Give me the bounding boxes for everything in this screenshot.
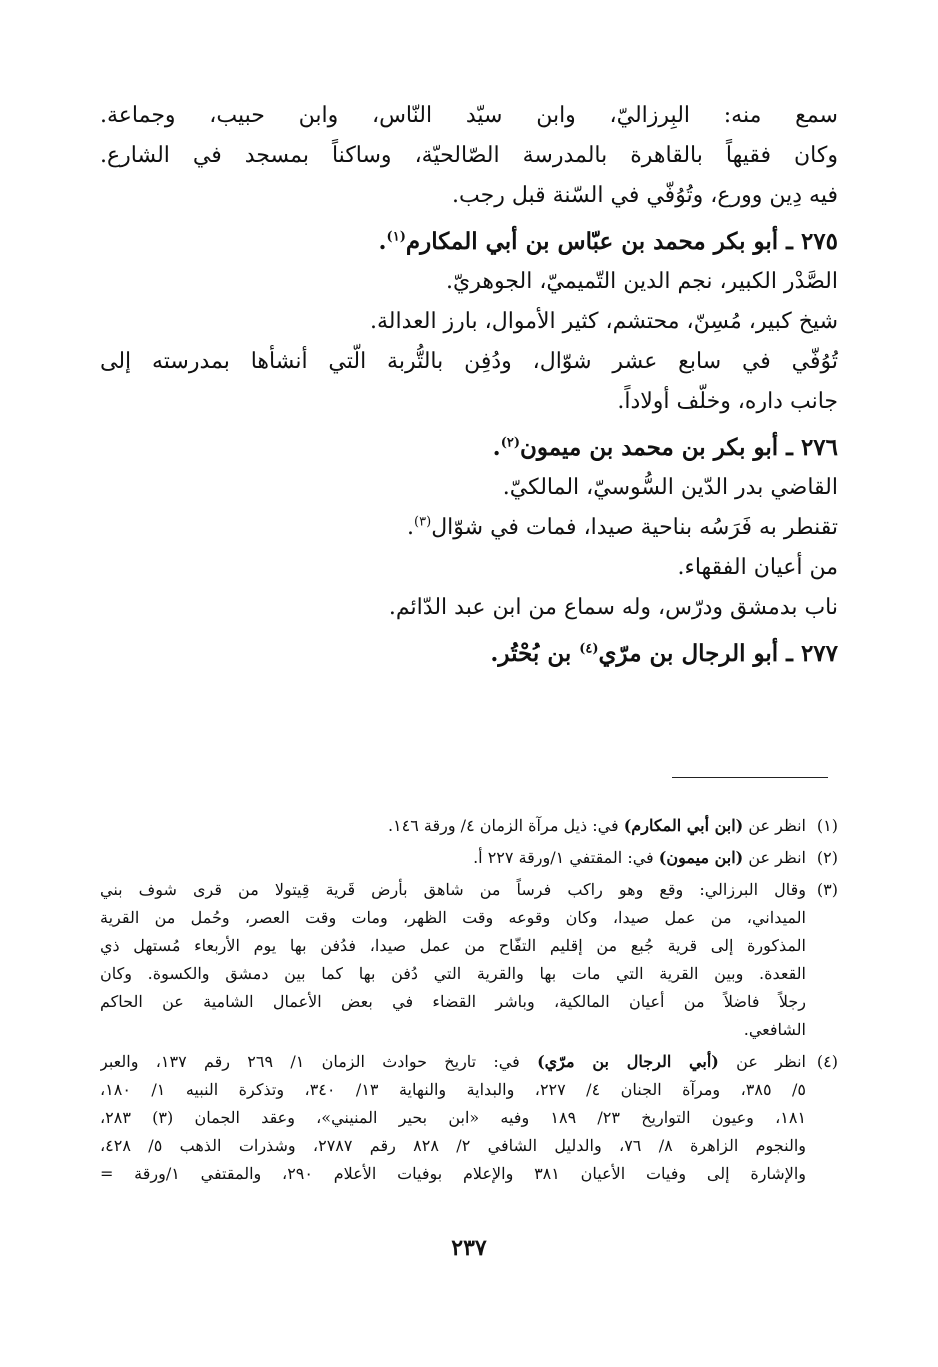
footnote-4-sources: في: تاريخ حوادث الزمان ١/ ٢٦٩ رقم ١٣٧، والعبر <box>100 1052 538 1071</box>
footnote-4-line-4: والنجوم الزاهرة ٨/ ٧٦، والدليل الشافي ٢/ ٨٢٨ رقم ٢٧٨٧، وشذرات الذهب ٥/ ٤٢٨، <box>100 1136 806 1155</box>
footnote-2-number: (٢) <box>816 848 838 867</box>
footnote-4-number: (٤) <box>816 1052 838 1071</box>
footnote-1-source: في: ذيل مرآة الزمان ٤/ ورقة ١٤٦. <box>387 816 624 835</box>
entry-277-title <box>100 634 838 674</box>
footnote-4-pre: انظر عن <box>718 1052 806 1071</box>
footnote-4-line-2: ٥/ ٣٨٥، ومرآة الجنان ٤/ ٢٢٧، والبداية والنهاية ١٣/ ٣٤٠، وتذكرة النبيه ١/ ١٨٠، <box>100 1080 806 1099</box>
footnotes <box>100 812 838 1192</box>
footnote-3-line-2: الميداني، من عمل صيدا، وكان وقوعه وقت الظهر، ومات وقت العصر، وحُمل من القرية <box>100 908 806 927</box>
footnote-3-number: (٣) <box>816 880 838 899</box>
entry-275-name: ٢٧٥ ـ أبو بكر محمد بن عبّاس بن أبي المكارم <box>405 228 838 255</box>
footnote-4-line-3: ١٨١، وعيون التواريخ ٢٣/ ١٨٩ وفيه «ابن بحير المنيني»، وعقد الجمان (٣) ٢٨٣، <box>100 1108 806 1127</box>
footnote-4-subject: (أبي الرجال بن مرّي) <box>537 1052 719 1071</box>
entry-277-end: بن بُحْتُر. <box>490 640 580 667</box>
intro-line-2: وكان فقيهاً بالقاهرة بالمدرسة الصّالحيّة، وساكناً بمسجد في الشارع. <box>100 143 838 168</box>
footnote-1-pre: انظر عن <box>743 816 806 835</box>
entry-275-line-1: الصَّدْر الكبير، نجم الدين التّميميّ، الجوهريّ. <box>445 269 838 294</box>
entry-275-line-2: شيخ كبير، مُسِنّ، محتشم، كثير الأموال، بارز العدالة. <box>369 309 838 334</box>
entry-275-line-3: تُوُفّي في سابع عشر شوّال، ودُفِن بالتُّربة الّتي أنشأها بمدرسته إلى <box>100 349 838 374</box>
entry-276-line-3: من أعيان الفقهاء. <box>677 555 838 580</box>
entry-276-line-2-text: تقنطر به فَرَسُه بناحية صيدا، فمات في شوّال <box>431 515 838 540</box>
footnote-2-pre: انظر عن <box>743 848 806 867</box>
footnote-1-number: (١) <box>816 816 838 835</box>
footnote-4-line-1 <box>100 1048 806 1076</box>
entry-275-line-4: جانب داره، وخلّف أولاداً. <box>617 389 838 414</box>
footnote-3 <box>100 876 838 1044</box>
footnote-ref-4: (٤) <box>579 641 599 657</box>
entry-276-line-2-end: . <box>407 515 415 540</box>
entry-276-line-2 <box>100 508 838 548</box>
footnote-1-subject: (ابن أبي المكارم) <box>623 816 744 835</box>
footnote-3-line-5: رجلاً فاضلاً من أعيان المالكية، وباشر القضاء في بعض الأعمال الشامية عن الحاكم <box>100 992 806 1011</box>
footnote-ref-2: (٢) <box>500 435 520 451</box>
entry-276-title <box>100 428 838 468</box>
footnote-1 <box>100 812 838 840</box>
intro-line-1: سمع منه: البِرزاليّ، وابن سيّد النّاس، وابن حبيب، وجماعة. <box>100 103 838 128</box>
footnote-3-line-6: الشافعي. <box>743 1020 806 1039</box>
footnote-4 <box>100 1048 838 1188</box>
entry-275-end: . <box>378 228 387 255</box>
footnote-3-line-3: المذكورة إلى قرية جُبع من إقليم التفّاح من عمل صيدا، فدُفن بها يوم الأربعاء مُستهل ذي <box>100 936 806 955</box>
footnote-3-line-4: القعدة. وبين القرية التي مات بها والقرية التي دُفن بها كما بين دمشق والكسوة. وكان <box>100 964 806 983</box>
intro-line-3: فيه دِين وورع، وتُوُفّي في السّنة قبل رجب. <box>452 183 838 208</box>
footnote-ref-3: (٣) <box>414 514 432 530</box>
footnote-3-line-1: وقال البرزالي: وقع وهو راكب فرساً من شاهق بأرض قَرية قِيتولا من قرى شوف بني <box>100 880 806 899</box>
footnote-2-subject: (ابن ميمون) <box>658 848 744 867</box>
footnote-ref-1: (١) <box>386 229 406 245</box>
entry-276-end: . <box>492 434 501 461</box>
entry-277-name: ٢٧٧ ـ أبو الرجال بن مرّي <box>598 640 838 667</box>
footnote-4-line-5: والإشارة إلى وفيات الأعيان ٣٨١ والإعلام بوفيات الأعلام ٢٩٠، والمقتفي ١/ورقة = <box>100 1164 806 1183</box>
footnote-2-line <box>100 844 806 872</box>
main-text <box>100 96 838 674</box>
entry-276-line-4: ناب بدمشق ودرّس، وله سماع من ابن عبد الدّائم. <box>388 595 838 620</box>
footnote-separator <box>672 777 828 778</box>
entry-276-name: ٢٧٦ ـ أبو بكر بن محمد بن ميمون <box>519 434 838 461</box>
page-number: ٢٣٧ <box>451 1235 487 1261</box>
footnote-2-source: في: المقتفي ١/ورقة ٢٢٧ أ. <box>473 848 659 867</box>
entry-276-line-1: القاضي بدر الدّين السُّوسيّ، المالكيّ. <box>502 475 838 500</box>
footnote-2 <box>100 844 838 872</box>
entry-275-title <box>100 222 838 262</box>
footnote-1-line <box>100 812 806 840</box>
